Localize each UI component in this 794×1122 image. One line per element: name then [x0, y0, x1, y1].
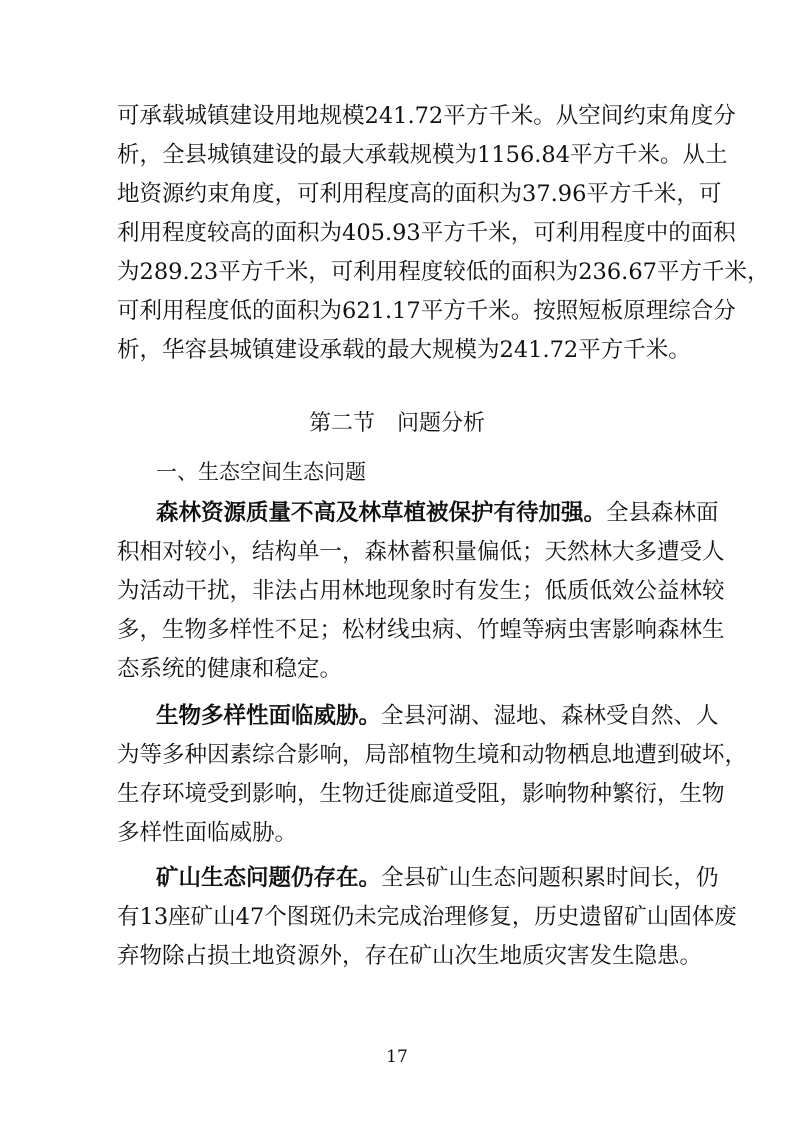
paragraph-line: 为等多种因素综合影响，局部植物生境和动物栖息地遭到破坏，	[117, 742, 748, 768]
section-title: 第二节 问题分析	[308, 411, 485, 436]
intro-line: 可利用程度低的面积为621.17平方千米。按照短板原理综合分	[117, 298, 736, 324]
paragraph-lead: 森林资源质量不高及林草植被保护有待加强。	[156, 500, 607, 526]
paragraph-text: 全县河湖、湿地、森林受自然、人	[381, 703, 719, 729]
paragraph-first-line	[156, 860, 719, 896]
paragraph-line: 多，生物多样性不足；松材线虫病、竹蝗等病虫害影响森林生	[117, 617, 725, 643]
paragraph-first-line	[156, 495, 719, 531]
paragraph-first-line	[156, 698, 719, 734]
paragraph-lead: 生物多样性面临威胁。	[156, 703, 382, 729]
intro-line: 可承载城镇建设用地规模241.72平方千米。从空间约束角度分	[117, 103, 736, 129]
paragraph-line: 有13座矿山47个图斑仍未完成治理修复，历史遗留矿山固体废	[117, 904, 737, 930]
paragraph-text: 全县森林面	[606, 500, 719, 526]
section-subheading: 一、生态空间生态问题	[156, 460, 366, 484]
paragraph-text: 全县矿山生态问题积累时间长，仍	[381, 865, 719, 891]
paragraph-line: 为活动干扰，非法占用林地现象时有发生；低质低效公益林较	[117, 578, 725, 604]
intro-line: 利用程度较高的面积为405.93平方千米，可利用程度中的面积	[117, 220, 736, 246]
intro-line: 析，华容县城镇建设承载的最大规模为241.72平方千米。	[117, 337, 691, 363]
paragraph-line: 弃物除占损土地资源外，存在矿山次生地质灾害发生隐患。	[117, 943, 703, 969]
intro-line: 析，全县城镇建设的最大承载规模为1156.84平方千米。从土	[117, 142, 728, 168]
intro-line: 地资源约束角度，可利用程度高的面积为37.96平方千米，可	[117, 181, 722, 207]
intro-line: 为289.23平方千米，可利用程度较低的面积为236.67平方千米，	[117, 259, 770, 285]
paragraph-line: 积相对较小，结构单一，森林蓄积量偏低；天然林大多遭受人	[117, 539, 725, 565]
paragraph-line: 生存环境受到影响，生物迁徙廊道受阻，影响物种繁衍，生物	[117, 781, 725, 807]
paragraph-line: 多样性面临威胁。	[117, 820, 298, 846]
paragraph-line: 态系统的健康和稳定。	[117, 656, 343, 682]
paragraph-lead: 矿山生态问题仍存在。	[156, 865, 382, 891]
page-number: 17	[386, 1047, 408, 1067]
